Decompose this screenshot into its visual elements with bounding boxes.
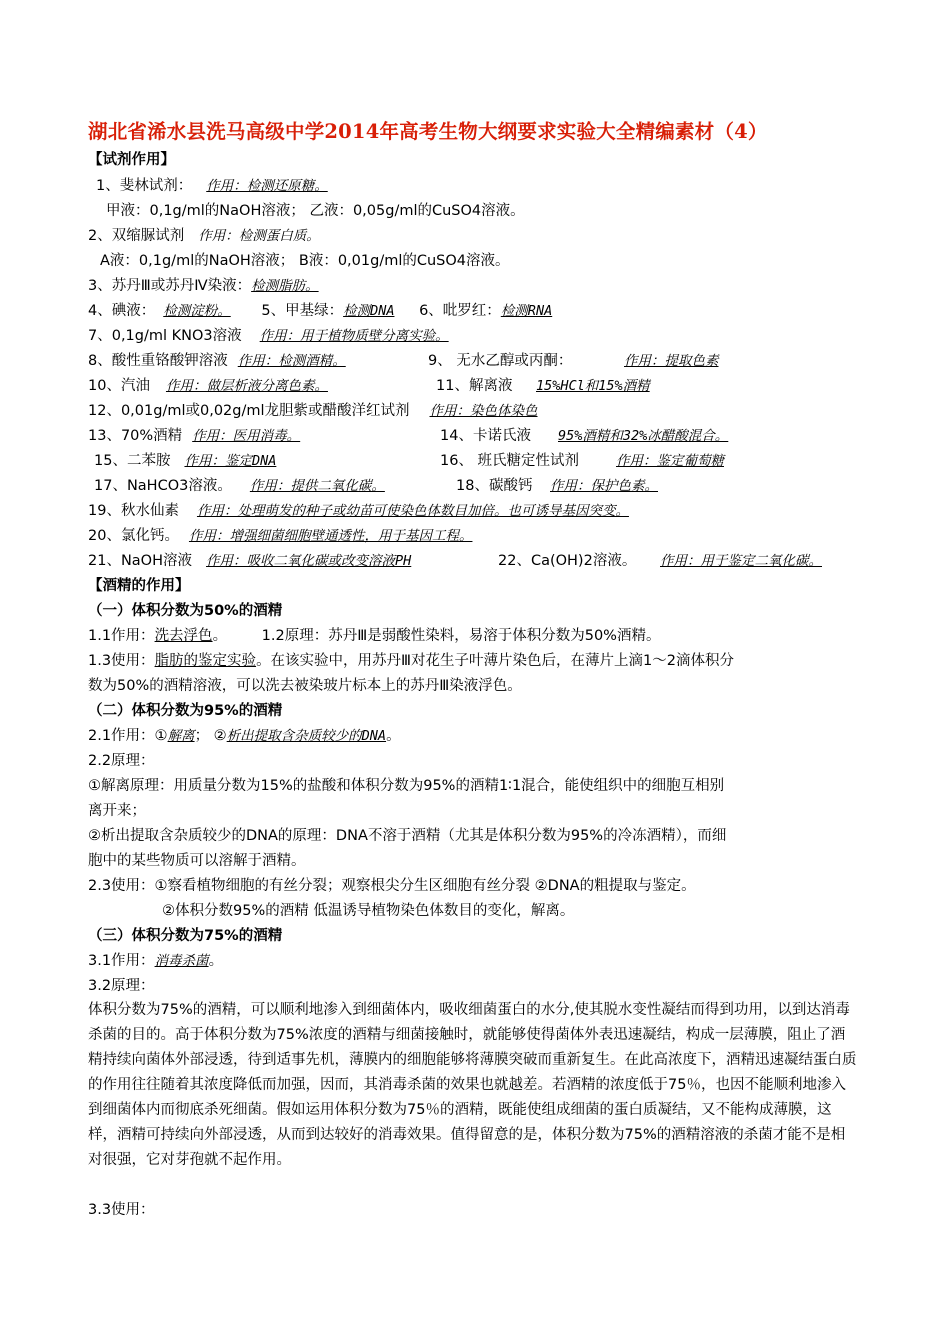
para-2-3: 2.3使用：①察看植物细胞的有丝分裂；观察根尖分生区细胞有丝分裂 ②DNA的粗提取与鉴定。 [88,878,696,894]
para-2-3-line2: ②体积分数95%的酒精 低温诱导植物染色体数目的变化，解离。 [162,903,575,919]
reagent-2: 2、双缩脲试剂 作用：检测蛋白质。 [88,228,320,244]
reagent-7: 7、0,1g/ml KNO3溶液 作用：用于植物质壁分离实验。 [88,328,449,344]
para-1-1-1-2: 1.1作用：洗去浮色。 1.2原理：苏丹Ⅲ是弱酸性染料，易溶于体积分数为50%酒精。 [88,628,661,644]
para-2-2-item2-cont: 胞中的某些物质可以溶解于酒精。 [88,853,306,869]
reagent-13-14: 13、70%酒精 作用：医用消毒。 14、卡诺氏液 95%酒精和32%冰醋酸混合。 [88,428,729,444]
reagent-21-22: 21、NaOH溶液 作用：吸收二氧化碳或改变溶液PH 22、Ca(OH)2溶液。 作用：用于鉴定二氧化碳。 [88,553,822,569]
reagent-3: 3、苏丹Ⅲ或苏丹Ⅳ染液：检测脂肪。 [88,278,319,294]
subheading-50-percent: （一）体积分数为50%的酒精 [88,603,283,619]
para-2-1: 2.1作用：①解离； ②析出提取含杂质较少的DNA。 [88,728,401,744]
document-title: 湖北省浠水县洗马高级中学2014年高考生物大纲要求实验大全精编素材（4） [88,120,768,143]
reagent-8-9: 8、酸性重铬酸钾溶液 作用：检测酒精。 9、 无水乙醇或丙酮： 作用：提取色素 [88,353,719,369]
para-3-1: 3.1作用：消毒杀菌。 [88,953,224,969]
reagent-20: 20、氯化钙。 作用：增强细菌细胞壁通透性，用于基因工程。 [88,528,473,544]
reagent-4-5-6: 4、碘液： 检测淀粉。 5、甲基绿：检测DNA 6、吡罗红：检测RNA [88,303,553,319]
para-1-3-line2: 数为50%的酒精溶液，可以洗去被染玻片标本上的苏丹Ⅲ染液浮色。 [88,678,522,694]
para-3-2-heading: 3.2原理： [88,978,155,994]
para-2-2-item1: ①解离原理：用质量分数为15%的盐酸和体积分数为95%的酒精1∶1混合，能使组织中的细胞互相别 [88,778,725,794]
para-2-2-item2: ②析出提取含杂质较少的DNA的原理：DNA不溶于酒精（尤其是体积分数为95%的冷冻酒精），而细 [88,828,727,844]
para-2-2-item1-cont: 离开来； [88,803,146,819]
para-3-3-heading: 3.3使用： [88,1202,155,1218]
section-heading-alcohol: 【酒精的作用】 [88,578,190,594]
subheading-95-percent: （二）体积分数为95%的酒精 [88,703,283,719]
reagent-2-detail: A液：0,1g/ml的NaOH溶液； B液：0,01g/ml的CuSO4溶液。 [100,253,510,269]
para-1-3: 1.3使用：脂肪的鉴定实验。在该实验中，用苏丹Ⅲ对花生子叶薄片染色后，在薄片上滴1～2滴体积分 [88,653,735,669]
reagent-12: 12、0,01g/ml或0,02g/ml龙胆紫或醋酸洋红试剂 作用：染色体染色 [88,403,538,419]
para-3-2-body: 体积分数为75%的酒精，可以顺利地渗入到细菌体内，吸收细菌蛋白的水分,使其脱水变性凝结而得到功用，以到达消毒杀菌的目的。高于体积分数为75%浓度的酒精与细菌接触时，就能够使得菌体外表迅速凝结，构成一层薄膜，阻止了酒精持续向菌体外部浸透，待到适事先机，薄膜内的细胞能够将薄膜突破而重新复生。在此高浓度下，酒精迅速凝结蛋白质的作用往往随着其浓度降低而加强，因而，其消毒杀菌的效果也就越差。若酒精的浓度低于75％，也因不能顺利地渗入到细菌体内而彻底杀死细菌。假如运用体积分数为75％的酒精，既能使组成细菌的蛋白质凝结，又不能构成薄膜，这样，酒精可持续向外部浸透，从而到达较好的消毒效果。值得留意的是，体积分数为75%的酒精溶液的杀菌才能不是相对很强，它对芽孢就不起作用。 [88,1002,857,1168]
reagent-17-18: 17、NaHCO3溶液。 作用：提供二氧化碳。 18、碳酸钙 作用：保护色素。 [94,478,658,494]
reagent-15-16: 15、二苯胺 作用：鉴定DNA 16、 班氏糖定性试剂 作用：鉴定葡萄糖 [94,453,724,469]
reagent-1: 1、斐林试剂： 作用：检测还原糖。 [96,178,328,194]
subheading-75-percent: （三）体积分数为75%的酒精 [88,928,283,944]
reagent-1-detail: 甲液：0,1g/ml的NaOH溶液； 乙液：0,05g/ml的CuSO4溶液。 [106,203,525,219]
reagent-19: 19、秋水仙素 作用：处理萌发的种子或幼苗可使染色体数目加倍。也可诱导基因突变。 [88,503,629,519]
reagent-10-11: 10、汽油 作用：做层析液分离色素。 11、解离液 15%HCl和15%酒精 [88,378,650,394]
para-2-2-heading: 2.2原理： [88,753,155,769]
section-heading-reagents: 【试剂作用】 [88,152,175,168]
